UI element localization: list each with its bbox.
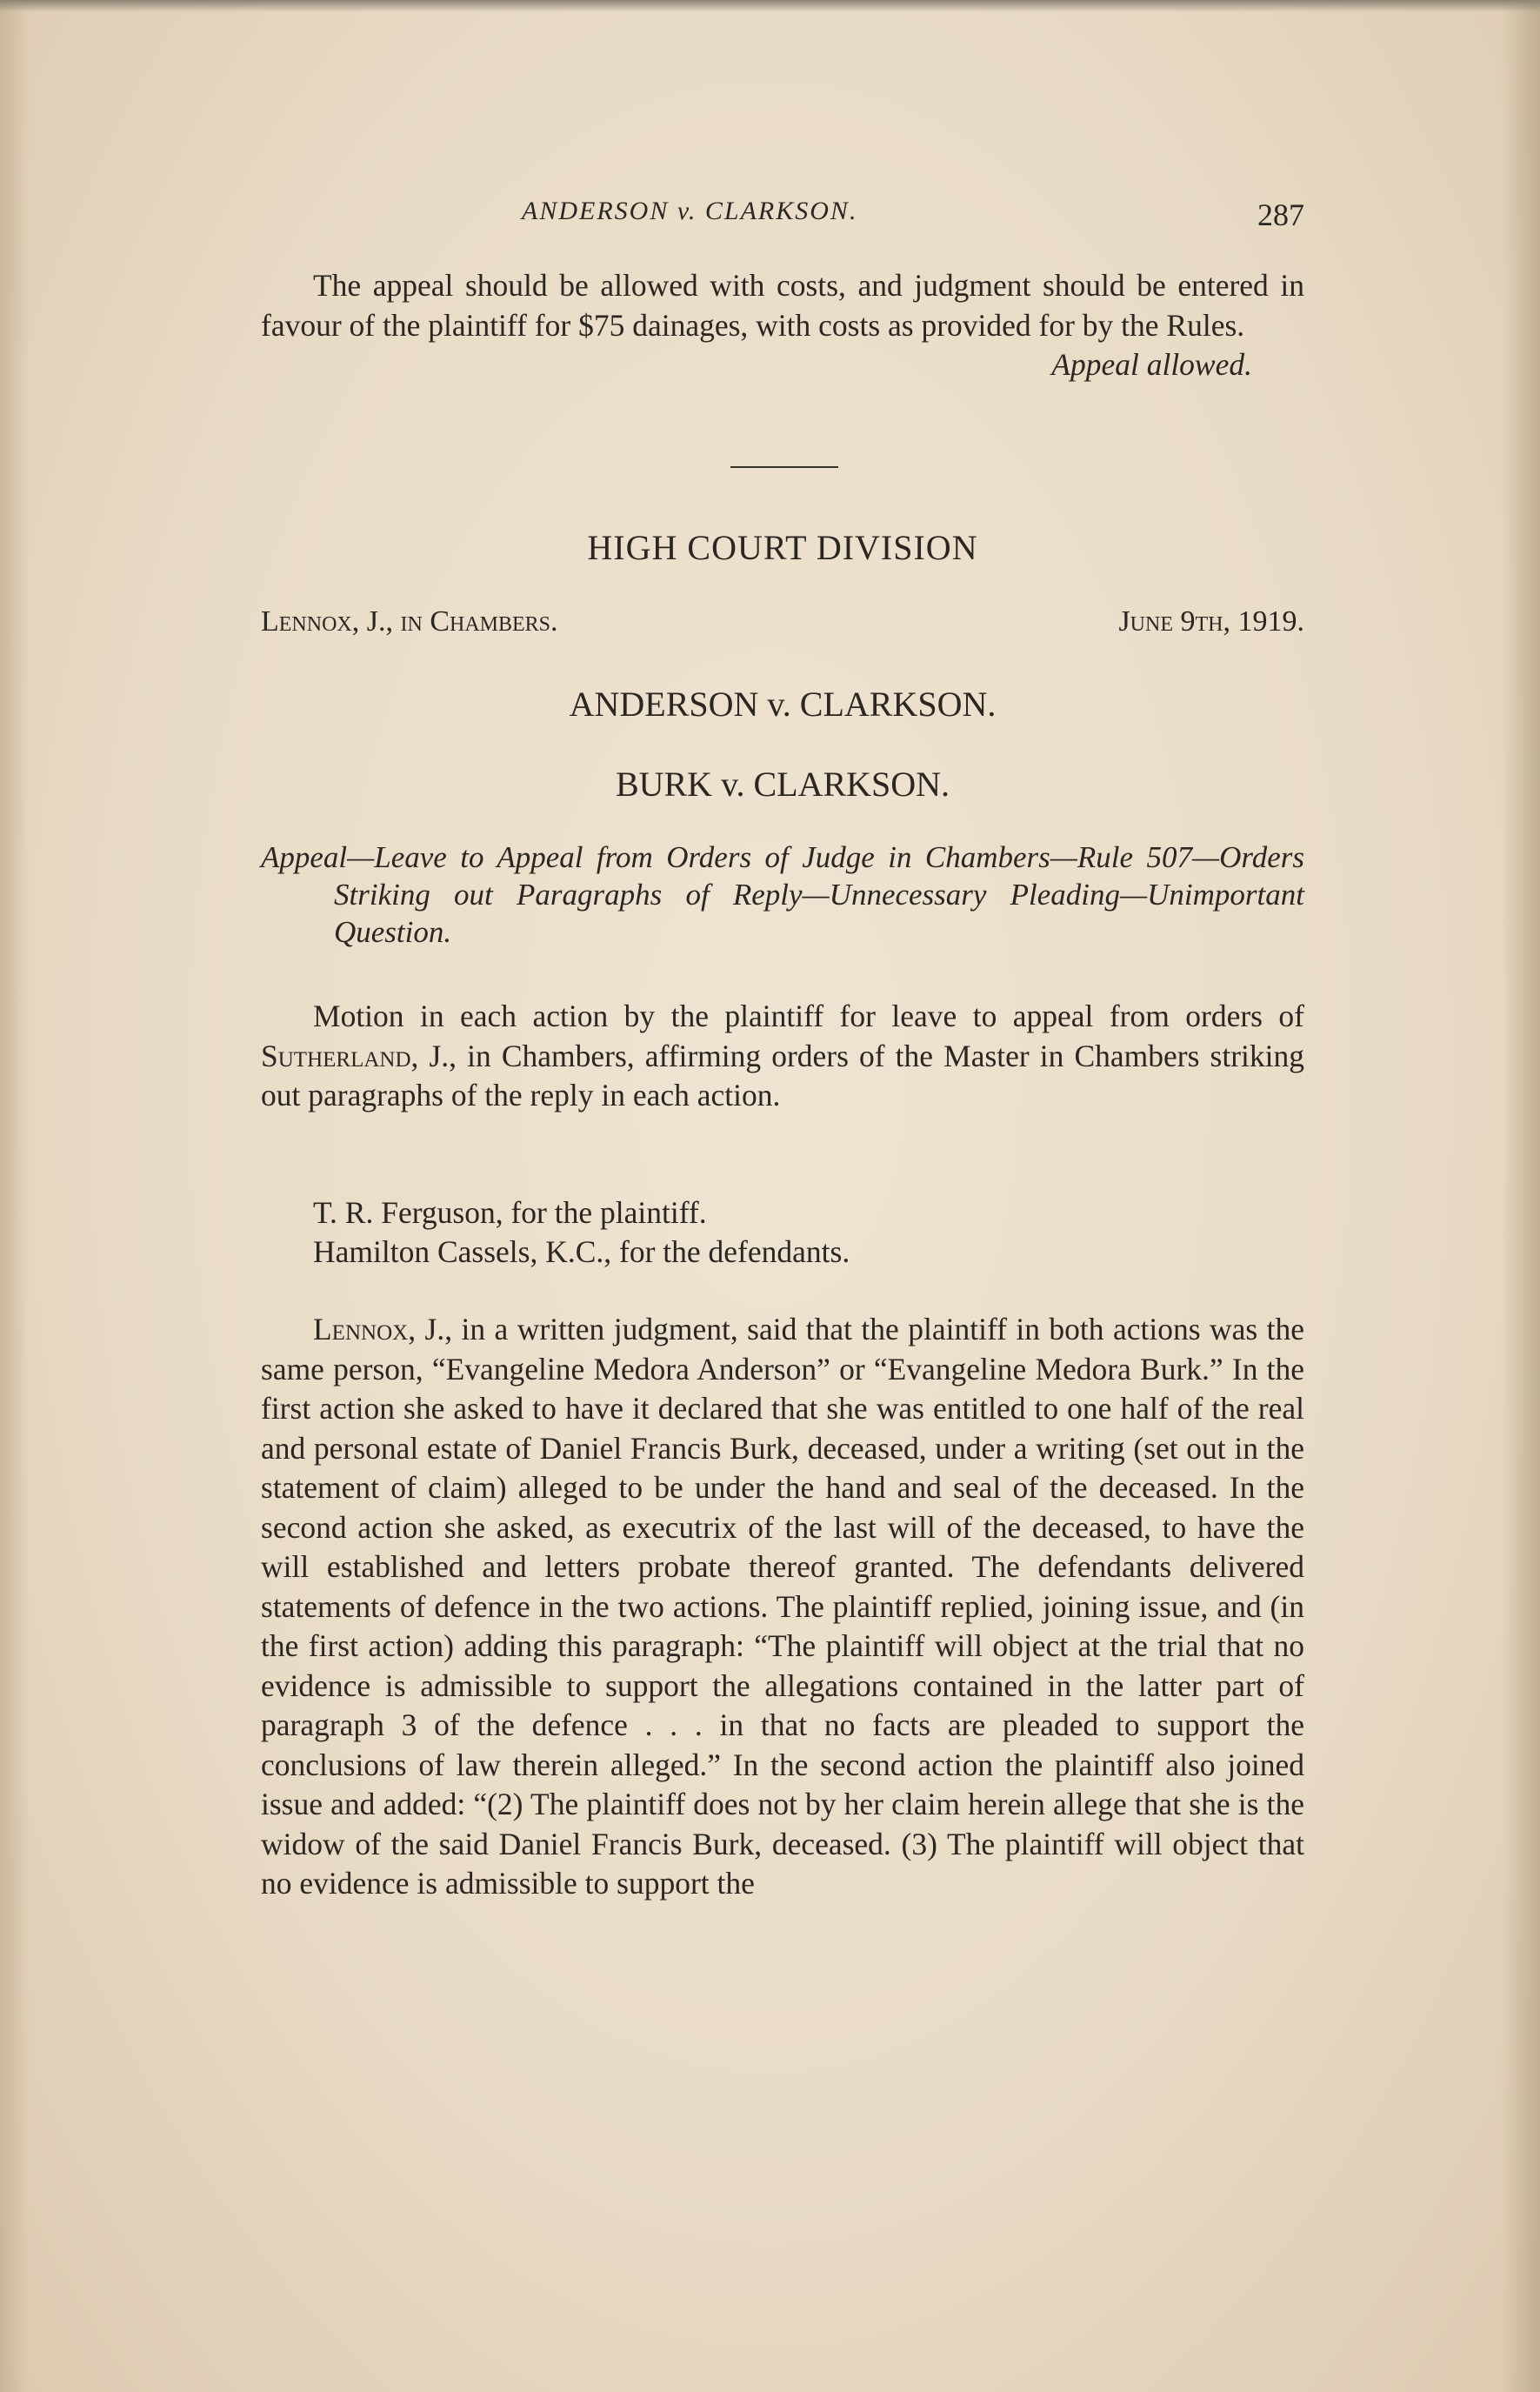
motion-paragraph <box>261 997 1304 1116</box>
headnote-text: Appeal—Leave to Appeal from Orders of Judge in Chambers—Rule 507—Orders Striking out Paragraphs of Reply—Unnecessary Pleading—Unimportant Question. <box>261 840 1304 949</box>
counsel-defendants: Hamilton Cassels, K.C., for the defendants. <box>313 1234 850 1269</box>
counsel-list <box>313 1193 1304 1272</box>
page-edge-shadow-left <box>0 0 30 2392</box>
section-divider-rule <box>730 466 838 468</box>
division-heading: HIGH COURT DIVISION <box>587 528 978 567</box>
judgment-paragraph <box>261 1310 1304 1904</box>
motion-text-after: , J., in Chambers, affirming orders of the Master in Chambers striking out paragraphs of the reply in each action. <box>261 1038 1304 1112</box>
running-head-title: ANDERSON v. CLARKSON. <box>522 197 858 225</box>
motion-text <box>261 997 1304 1116</box>
headnote <box>261 839 1304 951</box>
judgment-text <box>261 1310 1304 1904</box>
case-title-anderson: ANDERSON v. CLARKSON. <box>569 685 997 724</box>
decision-date: June 9th, 1919. <box>1118 605 1304 638</box>
motion-text-before: Motion in each action by the plaintiff for leave to appeal from orders of <box>313 999 1304 1033</box>
previous-case-conclusion <box>261 266 1304 385</box>
page-number: 287 <box>1257 197 1304 232</box>
case-title-burk: BURK v. CLARKSON. <box>615 765 950 804</box>
disposition: Appeal allowed. <box>1051 347 1252 382</box>
judge-in-chambers: Lennox, J., in Chambers. <box>261 605 558 638</box>
page-edge-shadow-right <box>1502 0 1540 2392</box>
running-head <box>261 197 1304 240</box>
counsel-plaintiff: T. R. Ferguson, for the plaintiff. <box>313 1195 707 1230</box>
judgment-body: , J., in a written judgment, said that the plaintiff in both actions was the same person, “Evangeline Medora Anderson” or “Evangeline Medora Burk.” In the first action she asked to have it declared that she was entitled to one half of the real and personal estate of Daniel Francis Burk, deceased, under a writing (set out in the statement of claim) alleged to be under the hand and seal of the deceased. In the second action she asked, as executrix of the last will of the deceased, to have the will established and letters probate thereof granted. The defendants delivered statements of defence in the two actions. The plaintiff replied, joining issue, and (in the first action) adding this paragraph: “The plaintiff will object at the trial that no evidence is admissible to support the allegations contained in the latter part of paragraph 3 of the defence . . . in that no facts are pleaded to support the conclusions of law therein alleged.” In the second action the plaintiff also joined issue and added: “(2) The plaintiff does not by her claim herein allege that she is the widow of the said Daniel Francis Burk, deceased. (3) The plaintiff will object that no evidence is admissible to support the <box>261 1312 1304 1901</box>
closing-paragraph: The appeal should be allowed with costs, and judgment should be entered in favour of the plaintiff for $75 dainages, with costs as provided for by the Rules. <box>261 268 1304 343</box>
page-edge-shadow-top <box>0 0 1540 12</box>
judgment-judge-name: Lennox <box>313 1312 409 1346</box>
motion-judge-name: Sutherland <box>261 1038 411 1073</box>
